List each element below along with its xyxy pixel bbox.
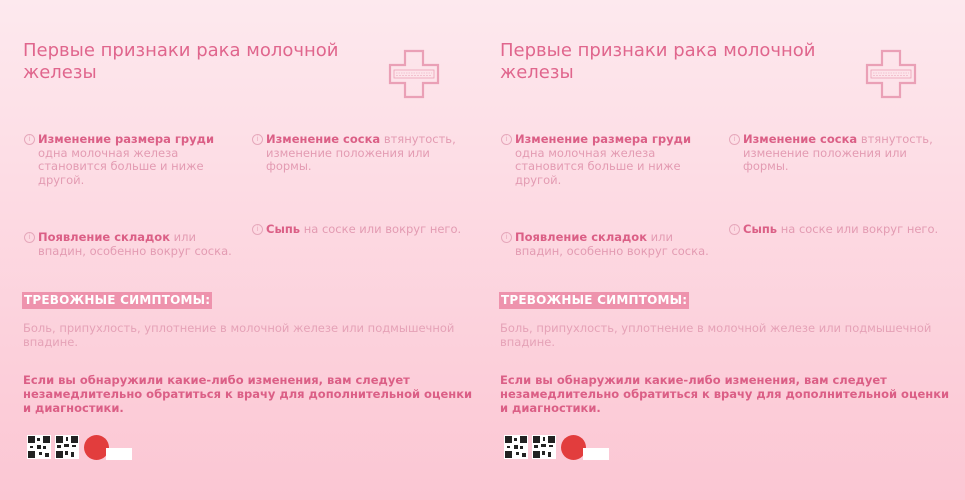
symptom-heading: Изменение соска <box>266 132 381 146</box>
alarm-text: Боль, припухлость, уплотнение в молочной железе или подмышечной впадине. <box>500 321 932 349</box>
symptom-heading: Появление складок <box>38 230 171 244</box>
qr-code-icon <box>532 435 556 459</box>
info-icon: i <box>501 134 512 145</box>
symptom-text: на соске или вокруг него. <box>777 222 939 236</box>
poster-panel-right <box>477 0 954 500</box>
symptom-item <box>733 222 943 237</box>
info-icon: i <box>729 134 740 145</box>
info-icon: i <box>24 134 35 145</box>
medical-cross-icon <box>387 48 441 100</box>
qr-code-icon <box>55 435 79 459</box>
info-icon: i <box>501 232 512 243</box>
symptom-heading: Изменение размера груди <box>515 132 692 146</box>
info-icon: i <box>252 134 263 145</box>
advice-text: Если вы обнаружили какие-либо изменения, вам следует незамедлительно обратиться к врачу для дополнительной оценки и диагностики. <box>500 373 950 415</box>
symptom-text: втянутость, изменение положения или формы. <box>743 132 933 173</box>
info-icon: i <box>24 232 35 243</box>
symptom-text: одна молочная железа становится больше и ниже другой. <box>515 145 681 187</box>
symptom-heading: Сыпь <box>743 222 778 236</box>
symptom-heading: Появление складок <box>515 230 648 244</box>
symptom-item <box>28 230 238 258</box>
poster-title: Первые признаки рака молочной железы <box>23 40 339 83</box>
contact-card <box>106 448 132 460</box>
symptom-text: или впадин, особенно вокруг соска. <box>38 230 232 258</box>
poster-panel-left <box>0 0 477 500</box>
symptom-text: втянутость, изменение положения или формы. <box>266 132 456 173</box>
symptom-text: или впадин, особенно вокруг соска. <box>515 230 709 258</box>
symptom-heading: Изменение размера груди <box>38 132 215 146</box>
alarm-label: ТРЕВОЖНЫЕ СИМПТОМЫ: <box>501 293 688 307</box>
symptom-item <box>256 132 466 174</box>
poster-title: Первые признаки рака молочной железы <box>500 40 816 83</box>
symptom-text: на соске или вокруг него. <box>300 222 462 236</box>
alarm-text: Боль, припухлость, уплотнение в молочной железе или подмышечной впадине. <box>23 321 455 349</box>
qr-code-icon <box>504 435 528 459</box>
symptom-heading: Сыпь <box>266 222 301 236</box>
footer <box>504 435 624 461</box>
symptom-text: одна молочная железа становится больше и ниже другой. <box>38 145 204 187</box>
advice-text: Если вы обнаружили какие-либо изменения, вам следует незамедлительно обратиться к врачу для дополнительной оценки и диагностики. <box>23 373 473 415</box>
qr-code-icon <box>27 435 51 459</box>
medical-cross-icon <box>864 48 918 100</box>
alarm-label: ТРЕВОЖНЫЕ СИМПТОМЫ: <box>24 293 211 307</box>
contact-card <box>583 448 609 460</box>
symptom-item <box>505 132 715 187</box>
footer <box>27 435 147 461</box>
symptom-heading: Изменение соска <box>743 132 858 146</box>
symptom-item <box>28 132 238 187</box>
symptom-item <box>256 222 466 237</box>
info-icon: i <box>729 224 740 235</box>
symptom-item <box>505 230 715 258</box>
info-icon: i <box>252 224 263 235</box>
symptom-item <box>733 132 943 174</box>
